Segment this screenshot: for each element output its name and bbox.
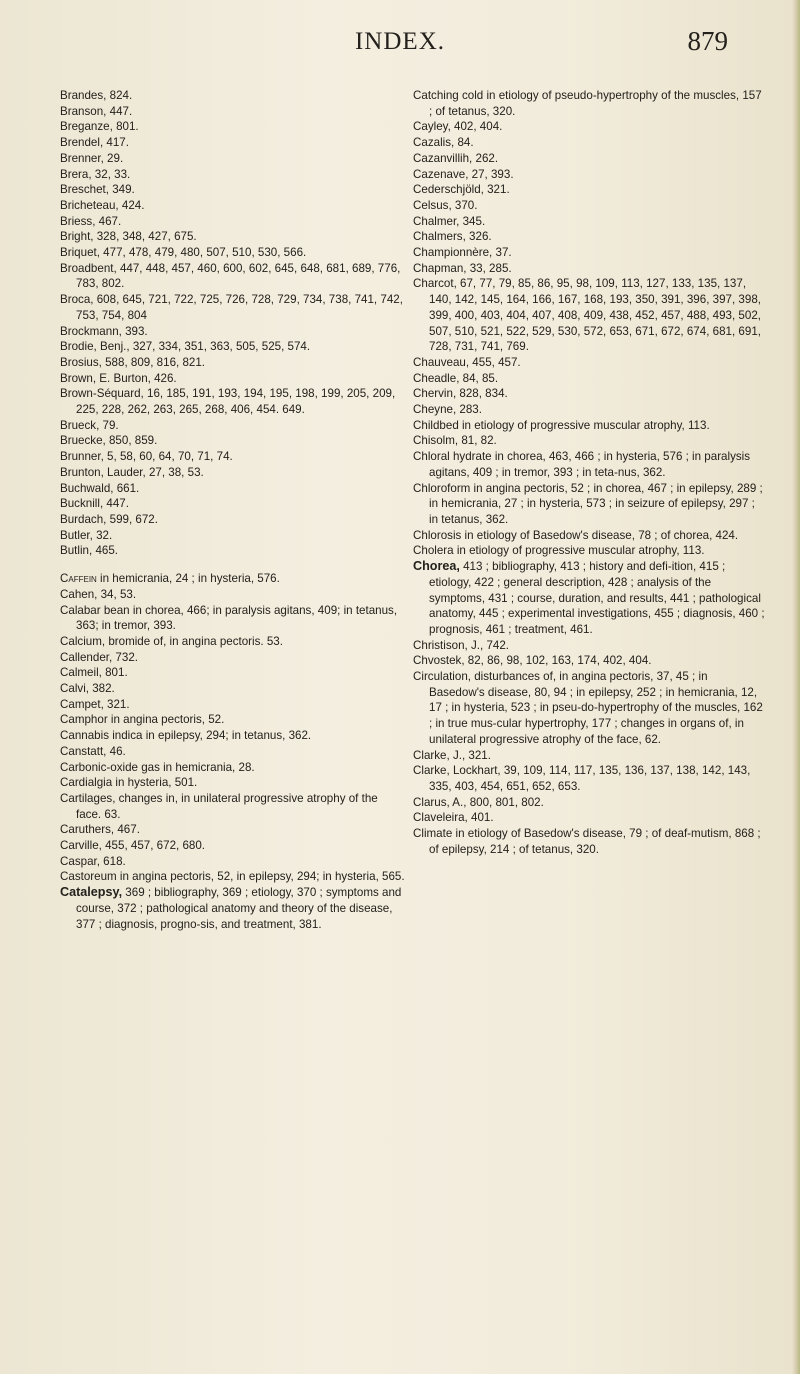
index-entry: Cartilages, changes in, in unilateral progressive atrophy of the face. 63. — [60, 791, 378, 821]
index-entry: Buchwald, 661. — [60, 481, 140, 495]
index-entry: Cayley, 402, 404. — [413, 120, 503, 134]
index-entry: Charcot, 67, 77, 79, 85, 86, 95, 98, 109, 113, 127, 133, 135, 137, 140, 142, 145, 164, 166, 167, 168, 193, 350, 391, 396, 397, 398, 399, 400, 403, 404, 407, 408, 409, 438, 452, 457, 488, 493, 502, 507, 510, 521, 522, 529, 530, 572, 653, 671, 672, 674, 681, 691, 728, 731, 741, 769. — [413, 277, 761, 354]
index-entry: Climate in etiology of Basedow's disease, 79 ; of deaf-mutism, 868 ; of epilepsy, 214 ; of tetanus, 320. — [413, 827, 761, 856]
index-entry: Brendel, 417. — [60, 136, 129, 150]
index-entry: Brown-Séquard, 16, 185, 191, 193, 194, 195, 198, 199, 205, 209, 225, 228, 262, 263, 265, 268, 406, 454. 649. — [60, 387, 396, 417]
index-entry: Bright, 328, 348, 427, 675. — [60, 230, 197, 244]
index-entry: Brenner, 29. — [60, 151, 124, 165]
index-entry-text: 413 ; bibliography, 413 ; history and defi-ition, 415 ; etiology, 422 ; general description, 428 ; analysis of the symptoms, 431 ; course, duration, and results, 441 ; pathological anatomy, 445 ; experimental investigations, 455 ; diagnosis, 460 ; prognosis, 461 ; treatment, 461. — [429, 560, 765, 636]
index-entry: Chapman, 33, 285. — [413, 261, 512, 275]
index-entry: Calvi, 382. — [60, 682, 115, 696]
index-entry: Cazenave, 27, 393. — [413, 167, 514, 181]
index-entry: Brosius, 588, 809, 816, 821. — [60, 355, 206, 369]
index-entry: Brockmann, 393. — [60, 324, 148, 338]
index-entry-text: 369 ; bibliography, 369 ; etiology, 370 ; symptoms and course, 372 ; pathological anatomy and theory of the disease, 377 ; diagnosis, progno-sis, and treatment, 381. — [76, 886, 402, 931]
index-entry: Brera, 32, 33. — [60, 167, 131, 181]
index-entry-text: in hemicrania, 24 ; in hysteria, 576. — [96, 572, 280, 586]
index-entry: Butler, 32. — [60, 528, 113, 542]
page-header — [40, 22, 760, 62]
index-heading-bold: Chorea, — [413, 559, 460, 574]
index-entry: Brown, E. Burton, 426. — [60, 371, 177, 385]
index-entry: Caruthers, 467. — [60, 823, 140, 837]
index-entry — [60, 885, 405, 932]
index-entry: Clarus, A., 800, 801, 802. — [413, 795, 544, 809]
index-entry: Bucknill, 447. — [60, 497, 129, 511]
index-entry: Cholera in etiology of progressive muscular atrophy, 113. — [413, 544, 705, 558]
index-column-right — [413, 88, 765, 857]
index-entry: Chervin, 828, 834. — [413, 387, 508, 401]
index-entry: Cannabis indica in epilepsy, 294; in tetanus, 362. — [60, 729, 312, 743]
index-entry: Chloroform in angina pectoris, 52 ; in chorea, 467 ; in epilepsy, 289 ; in hemicrania, 27 ; in hysteria, 573 ; in seizure of epilepsy, 297 ; in tetanus, 362. — [413, 481, 763, 526]
index-entry: Christison, J., 742. — [413, 638, 510, 652]
index-entry: Broca, 608, 645, 721, 722, 725, 726, 728, 729, 734, 738, 741, 742, 753, 754, 804 — [60, 293, 403, 322]
index-heading-bold: Catalepsy, — [60, 885, 123, 900]
index-entry: Clarke, J., 321. — [413, 748, 491, 762]
index-entry: Briess, 467. — [60, 214, 122, 228]
index-entry: Chlorosis in etiology of Basedow's disease, 78 ; of chorea, 424. — [413, 528, 739, 542]
index-entry: Cazalis, 84. — [413, 136, 474, 150]
index-entry: Callender, 732. — [60, 650, 138, 664]
index-entry: Butlin, 465. — [60, 544, 119, 558]
index-entry: Cheadle, 84, 85. — [413, 371, 499, 385]
index-entry: Calabar bean in chorea, 466; in paralysis agitans, 409; in tetanus, 363; in tremor, 393. — [60, 603, 398, 633]
index-entry — [413, 559, 765, 638]
index-column-left — [60, 88, 405, 932]
index-entry: Cardialgia in hysteria, 501. — [60, 776, 198, 790]
index-entry: Clarke, Lockhart, 39, 109, 114, 117, 135, 136, 137, 138, 142, 143, 335, 403, 454, 651, 652, 653. — [413, 764, 751, 793]
index-entry: Cheyne, 283. — [413, 403, 482, 417]
index-entry: Campet, 321. — [60, 697, 130, 711]
index-entry: Camphor in angina pectoris, 52. — [60, 713, 225, 727]
index-entry: Childbed in etiology of progressive muscular atrophy, 113. — [413, 418, 710, 432]
index-entry: Chvostek, 82, 86, 98, 102, 163, 174, 402, 404. — [413, 654, 652, 668]
index-entry: Cahen, 34, 53. — [60, 587, 137, 601]
running-title: INDEX. — [354, 28, 445, 55]
index-entry: Burdach, 599, 672. — [60, 512, 158, 526]
index-entry: Calcium, bromide of, in angina pectoris. 53. — [60, 634, 283, 648]
index-entry: Brodie, Benj., 327, 334, 351, 363, 505, 525, 574. — [60, 340, 311, 354]
index-entry: Castoreum in angina pectoris, 52, in epilepsy, 294; in hysteria, 565. — [60, 870, 405, 884]
index-entry: Chalmers, 326. — [413, 230, 492, 244]
index-entry: Claveleira, 401. — [413, 811, 494, 825]
index-entry: Celsus, 370. — [413, 198, 478, 212]
index-entry: Bricheteau, 424. — [60, 198, 145, 212]
index-entry: Breganze, 801. — [60, 120, 139, 134]
index-entry: Carville, 455, 457, 672, 680. — [60, 839, 206, 853]
index-entry: Canstatt, 46. — [60, 744, 126, 758]
index-entry: Breschet, 349. — [60, 183, 135, 197]
index-entry: Cederschjöld, 321. — [413, 183, 510, 197]
index-entry: Brueck, 79. — [60, 418, 119, 432]
index-entry: Circulation, disturbances of, in angina pectoris, 37, 45 ; in Basedow's disease, 80, 94 ; in epilepsy, 252 ; in hemicrania, 12, 17 ; in hysteria, 523 ; in pseu-do-hypertrophy of the muscles, 162 ; in true mus-cular hypertrophy, 177 ; changes in organs of, in unilateral progressive atrophy of the face, 62. — [413, 670, 763, 746]
index-entry: Catching cold in etiology of pseudo-hypertrophy of the muscles, 157 ; of tetanus, 320. — [413, 89, 762, 118]
index-entry: Brandes, 824. — [60, 89, 133, 102]
index-entry: Bruecke, 850, 859. — [60, 434, 158, 448]
index-entry: Brunton, Lauder, 27, 38, 53. — [60, 465, 204, 479]
index-entry: Cazanvillih, 262. — [413, 151, 499, 165]
index-entry: Caspar, 618. — [60, 854, 126, 868]
index-entry: Calmeil, 801. — [60, 666, 128, 680]
index-entry: Chauveau, 455, 457. — [413, 355, 521, 369]
index-entry: Carbonic-oxide gas in hemicrania, 28. — [60, 760, 255, 774]
index-entry: Branson, 447. — [60, 104, 133, 118]
index-heading-smallcaps: Caffein — [60, 572, 97, 586]
index-entry — [60, 571, 405, 587]
index-entry: Briquet, 477, 478, 479, 480, 507, 510, 530, 566. — [60, 246, 307, 260]
index-entry: Brunner, 5, 58, 60, 64, 70, 71, 74. — [60, 450, 233, 464]
page-edge — [792, 0, 800, 1374]
page-number: 879 — [687, 26, 728, 56]
index-entry: Chisolm, 81, 82. — [413, 434, 497, 448]
index-entry: Chloral hydrate in chorea, 463, 466 ; in hysteria, 576 ; in paralysis agitans, 409 ; in tremor, 393 ; in teta-nus, 362. — [413, 450, 751, 479]
index-entry: Chalmer, 345. — [413, 214, 486, 228]
index-entry: Championnère, 37. — [413, 246, 512, 260]
index-entry: Broadbent, 447, 448, 457, 460, 600, 602, 645, 648, 681, 689, 776, 783, 802. — [60, 261, 401, 291]
